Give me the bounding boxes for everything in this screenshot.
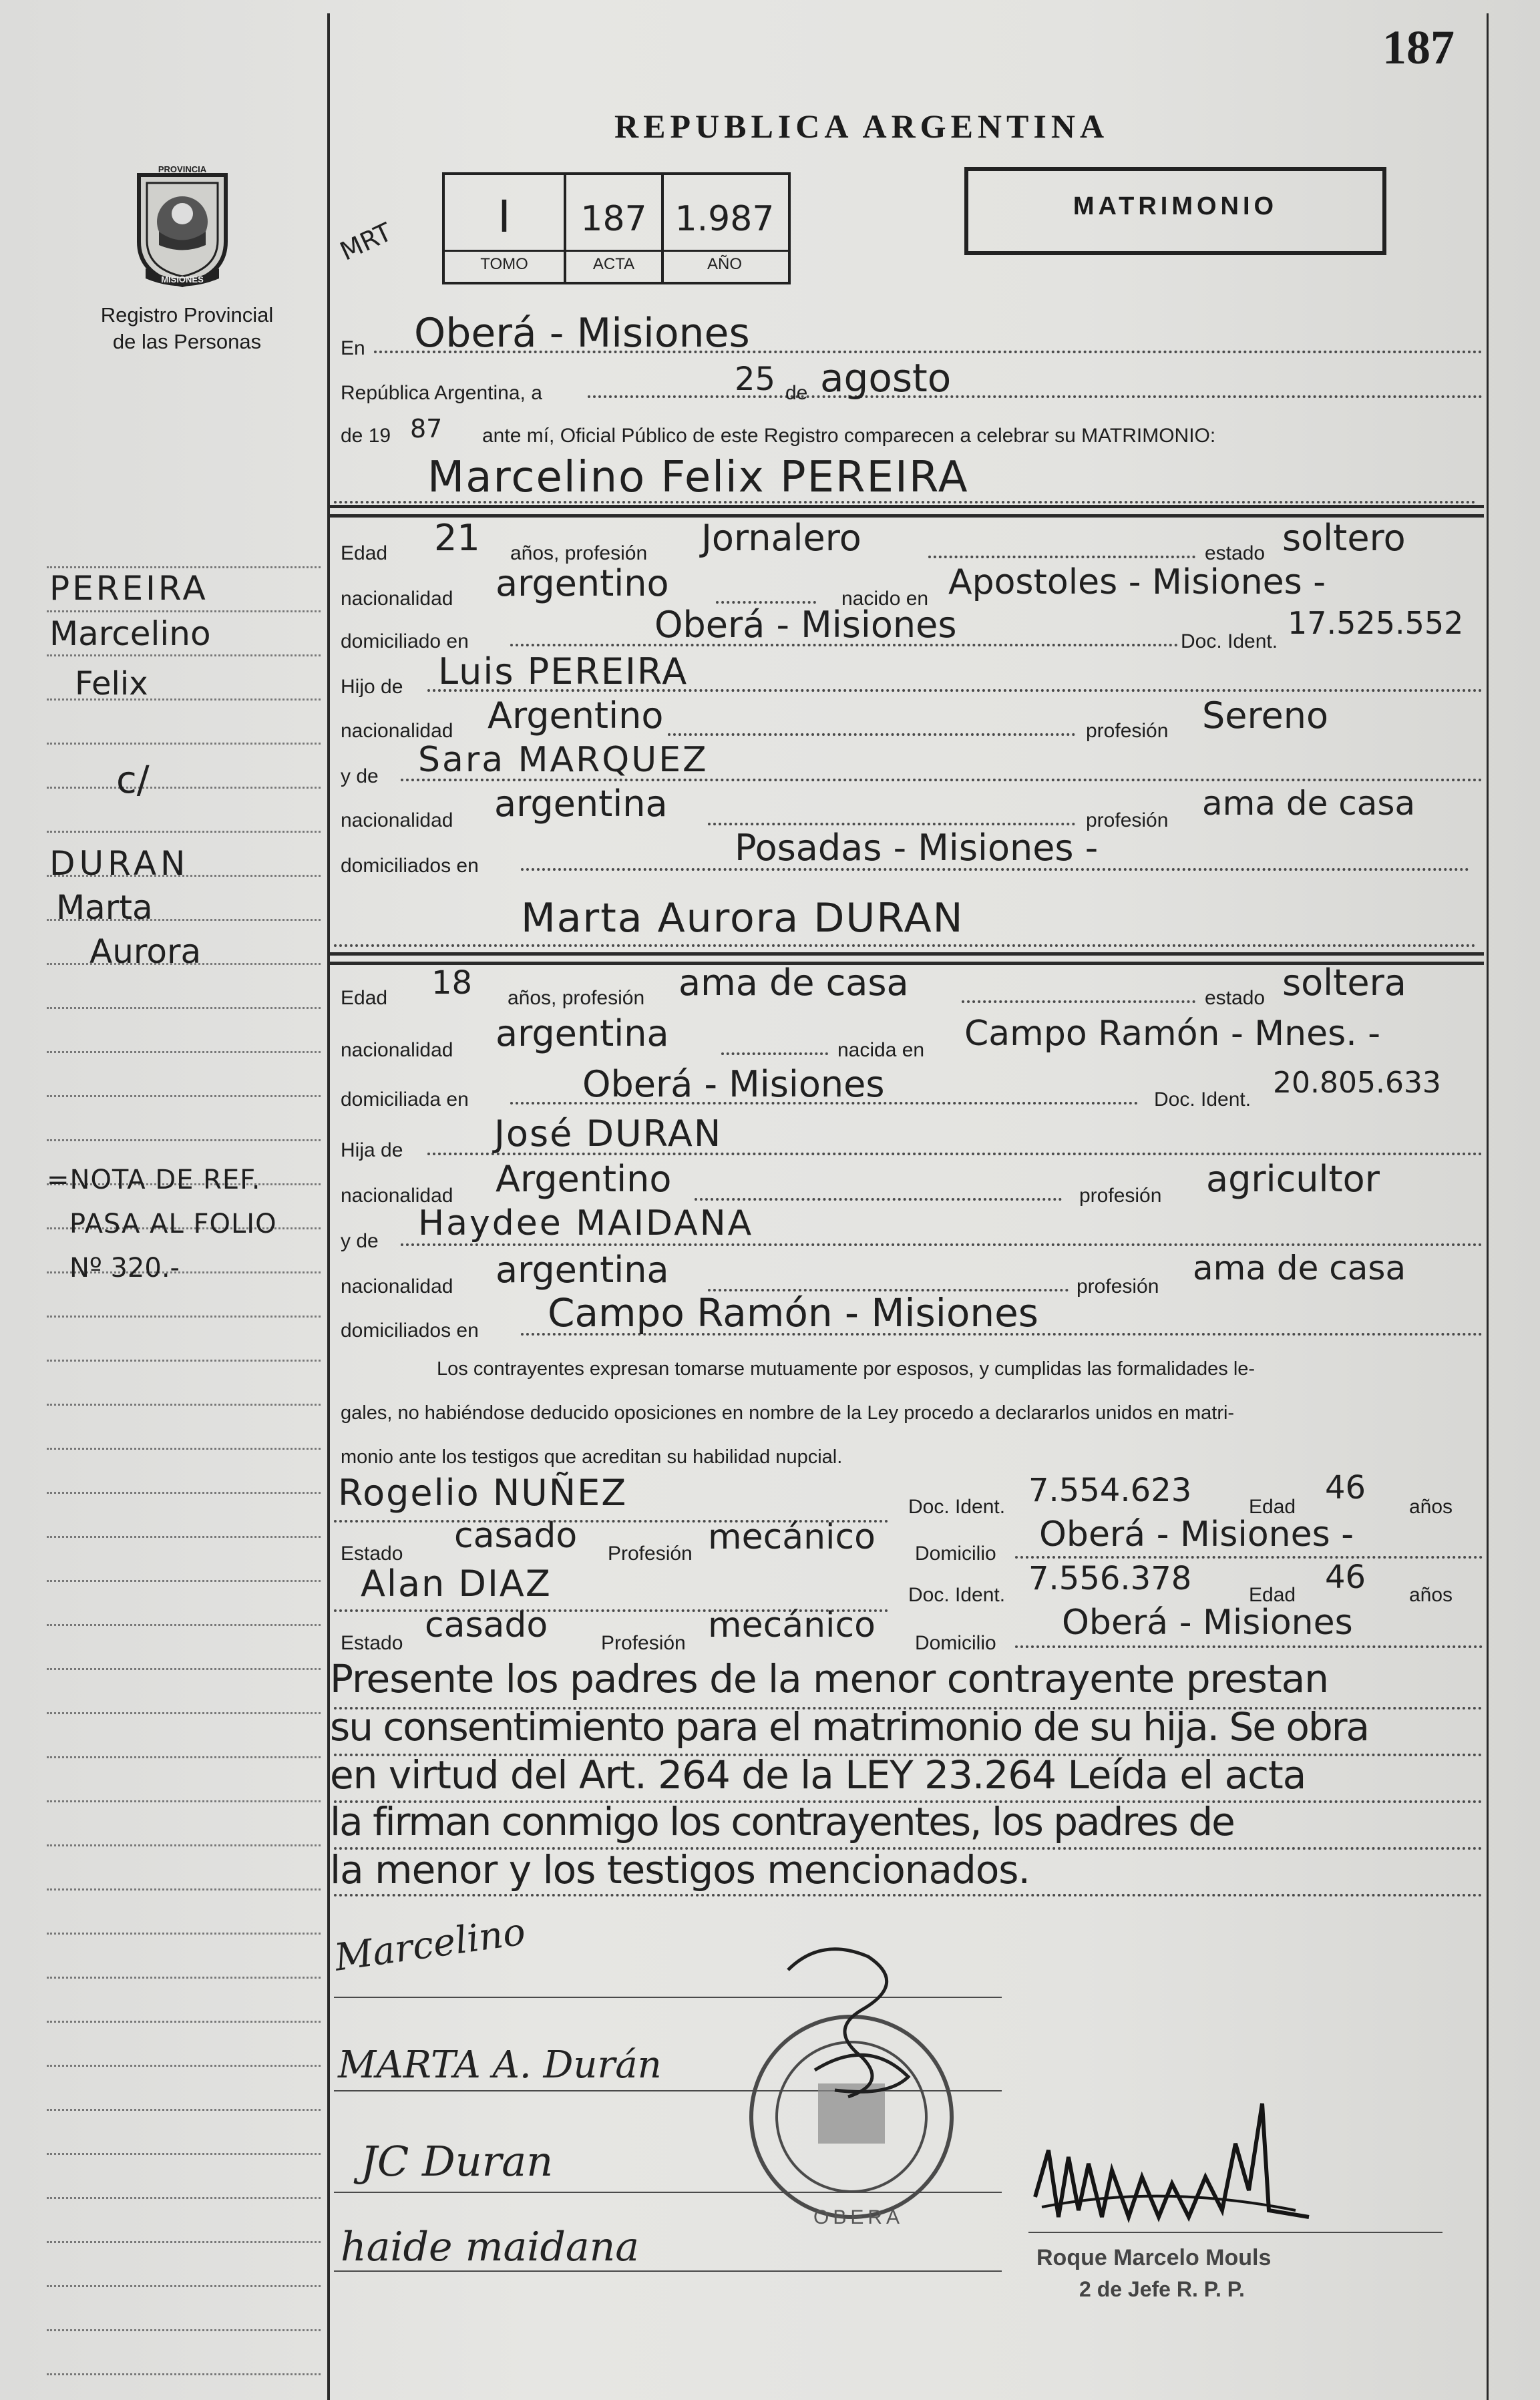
witness2-doc-label: Doc. Ident. — [908, 1584, 1006, 1606]
margin-connector: c/ — [116, 759, 150, 802]
country-title: REPUBLICA ARGENTINA — [614, 108, 1109, 145]
margin-note-line2: PASA AL FOLIO — [69, 1209, 277, 1239]
groom-father-nac-line — [668, 733, 1075, 736]
margin-ruled-line — [47, 1977, 321, 1979]
groom-domicilios-label: domiciliados en — [341, 855, 479, 877]
intro-statement: ante mí, Oficial Público de este Registro comparecen a celebrar su MATRIMONIO: — [482, 425, 1216, 447]
groom-hijo-label: Hijo de — [341, 676, 403, 698]
intro-day: 25 — [735, 361, 776, 398]
margin-ruled-line — [47, 2197, 321, 2199]
groom-parents-dom: Posadas - Misiones - — [735, 827, 1099, 869]
groom-father: Luis PEREIRA — [438, 650, 689, 692]
certificate-type-label: MATRIMONIO — [1073, 192, 1278, 220]
sig-line-4 — [334, 2270, 1002, 2272]
witness2-name: Alan DIAZ — [361, 1563, 552, 1605]
witness1-doc: 7.554.623 — [1028, 1472, 1192, 1509]
declaration-line2: gales, no habiéndose deducido oposiciones en nombre de la Ley procedo a declararlos unidos en matri- — [341, 1402, 1235, 1424]
official-title: 2 de Jefe R. P. P. — [1079, 2277, 1245, 2301]
groom-nacido-en: Apostoles - Misiones - — [948, 562, 1326, 602]
witness2-dom-line — [1015, 1645, 1483, 1648]
obs-text-1: Presente los padres de la menor contrayente prestan — [330, 1656, 1329, 1702]
groom-dom-label: domiciliado en — [341, 630, 469, 652]
groom-mother-prof: ama de casa — [1202, 784, 1416, 823]
intro-month: agosto — [820, 355, 952, 401]
groom-prof-line — [928, 556, 1195, 558]
bride-mother-nac: argentina — [496, 1249, 669, 1291]
bride-father-prof-label: profesión — [1079, 1185, 1162, 1207]
margin-ruled-line — [47, 1316, 321, 1318]
witness1-dom-label: Domicilio — [915, 1543, 996, 1565]
witness2-edad: 46 — [1325, 1559, 1366, 1596]
margin-bride-surname: DURAN — [49, 844, 190, 883]
witness1-dom: Oberá - Misiones - — [1039, 1515, 1354, 1555]
bride-doc: 20.805.633 — [1273, 1066, 1441, 1100]
obs-text-4: la firman conmigo los contrayentes, los padres de — [330, 1799, 1234, 1844]
margin-ruled-line — [47, 2065, 321, 2067]
margin-ruled-line — [47, 1756, 321, 1758]
signature-bride-father: JC Duran — [361, 2137, 554, 2186]
table-label-row-line — [442, 250, 788, 252]
bride-hija-label: Hija de — [341, 1139, 403, 1161]
declaration-line3: monio ante los testigos que acreditan su habilidad nupcial. — [341, 1446, 843, 1468]
margin-ruled-line — [47, 1139, 321, 1141]
groom-estado: soltero — [1282, 517, 1406, 559]
en-label: En — [341, 337, 365, 359]
witness1-prof-label: Profesión — [608, 1543, 693, 1565]
bride-nacionalidad: argentina — [496, 1012, 669, 1054]
margin-ruled-line — [47, 2241, 321, 2243]
witness2-anos-label: años — [1409, 1584, 1453, 1606]
margin-ruled-line — [47, 2329, 321, 2331]
margin-groom-second: Felix — [75, 665, 148, 703]
witness2-doc: 7.556.378 — [1028, 1560, 1192, 1597]
groom-doc-label: Doc. Ident. — [1181, 630, 1278, 652]
margin-ruled-line — [47, 1051, 321, 1053]
bride-mother-nac-label: nacionalidad — [341, 1275, 453, 1297]
groom-mother-nac-line — [708, 823, 1075, 825]
bride-mother: Haydee MAIDANA — [418, 1203, 754, 1243]
groom-father-nac: Argentino — [488, 694, 664, 737]
year-suffix: 87 — [410, 414, 443, 443]
margin-ruled-line — [47, 1404, 321, 1406]
margin-ruled-line — [47, 1624, 321, 1626]
margin-note-line1: =NOTA DE REF. — [47, 1165, 261, 1195]
bride-father-prof: agricultor — [1206, 1158, 1380, 1200]
bride-father-nac-line — [695, 1198, 1062, 1201]
bride-mother-prof-label: profesión — [1077, 1275, 1159, 1297]
anio-label: AÑO — [707, 255, 742, 273]
witness1-estado: casado — [454, 1516, 578, 1556]
margin-ruled-line — [47, 1448, 321, 1450]
anio-value: 1.987 — [675, 199, 775, 239]
bride-doc-label: Doc. Ident. — [1154, 1088, 1252, 1111]
margin-ruled-line — [47, 566, 321, 568]
groom-doc: 17.525.552 — [1288, 605, 1464, 641]
witness2-estado: casado — [425, 1605, 548, 1645]
groom-separator-1 — [329, 505, 1484, 508]
svg-text:MISIONES: MISIONES — [161, 274, 204, 284]
groom-nac-label: nacionalidad — [341, 588, 453, 610]
official-name: Roque Marcelo Mouls — [1036, 2245, 1272, 2270]
bride-father-nac-label: nacionalidad — [341, 1185, 453, 1207]
bride-nac-label: nacionalidad — [341, 1039, 453, 1061]
margin-ruled-line — [47, 1492, 321, 1494]
groom-profesion: Jornalero — [701, 517, 861, 559]
margin-ruled-line — [47, 1668, 321, 1670]
official-signature-icon — [1028, 2083, 1316, 2237]
groom-nacionalidad: argentino — [496, 562, 669, 604]
republica-label: República Argentina, a — [341, 382, 542, 404]
intro-place: Oberá - Misiones — [414, 310, 750, 357]
groom-edad: 21 — [434, 517, 480, 559]
de-label: de — [785, 382, 808, 404]
obs-text-5: la menor y los testigos mencionados. — [330, 1847, 1030, 1892]
bride-profesion: ama de casa — [679, 962, 909, 1004]
tomo-label: TOMO — [480, 255, 528, 273]
bride-nacida-en: Campo Ramón - Mnes. - — [964, 1014, 1381, 1054]
bride-name-line — [334, 944, 1476, 947]
date-line — [588, 395, 1483, 398]
right-border-line — [1487, 13, 1489, 2400]
margin-ruled-line — [47, 1800, 321, 1802]
acta-value: 187 — [580, 199, 647, 239]
witness1-dom-line — [1015, 1556, 1483, 1559]
bride-edad-label: Edad — [341, 987, 388, 1009]
bride-dom-label: domiciliada en — [341, 1088, 469, 1111]
witness2-estado-label: Estado — [341, 1632, 403, 1654]
margin-ruled-line — [47, 1933, 321, 1935]
margin-bride-first: Marta — [56, 888, 153, 927]
groom-anos-prof-label: años, profesión — [510, 542, 648, 564]
office-name-line1: Registro Provincial — [100, 303, 274, 327]
margin-ruled-line — [47, 1888, 321, 1890]
obs-line-5 — [334, 1894, 1483, 1896]
margin-ruled-line — [47, 2373, 321, 2375]
margin-note-line3: Nº 320.- — [69, 1253, 180, 1283]
registry-code: MRT — [335, 217, 397, 266]
office-name-line2: de las Personas — [112, 330, 262, 353]
groom-mother-prof-label: profesión — [1086, 809, 1169, 831]
signature-groom: Marcelino — [331, 1910, 528, 1980]
groom-mother: Sara MARQUEZ — [418, 740, 709, 780]
groom-domicilio: Oberá - Misiones — [654, 604, 957, 646]
bride-father: José DURAN — [494, 1113, 723, 1155]
svg-text:PROVINCIA: PROVINCIA — [158, 164, 207, 174]
witness2-dom: Oberá - Misiones — [1062, 1603, 1353, 1643]
witness2-dom-label: Domicilio — [915, 1632, 996, 1654]
witness2-prof: mecánico — [708, 1605, 876, 1645]
bride-full-name: Marta Aurora DURAN — [521, 895, 964, 942]
witness1-edad-label: Edad — [1249, 1496, 1296, 1518]
bride-separator-1 — [329, 952, 1484, 956]
margin-ruled-line — [47, 787, 321, 789]
margin-ruled-line — [47, 2285, 321, 2287]
margin-ruled-line — [47, 2021, 321, 2023]
bride-prof-line — [962, 1000, 1195, 1003]
margin-ruled-line — [47, 610, 321, 612]
margin-ruled-line — [47, 2109, 321, 2111]
margin-groom-surname: PEREIRA — [49, 569, 208, 608]
margin-divider-line — [327, 13, 330, 2400]
groom-father-nac-label: nacionalidad — [341, 720, 453, 742]
margin-ruled-line — [47, 1536, 321, 1538]
obs-text-2: su consentimiento para el matrimonio de su hija. Se obra — [330, 1704, 1369, 1750]
groom-mother-nac-label: nacionalidad — [341, 809, 453, 831]
provincial-seal-icon — [126, 162, 239, 288]
tomo-value: I — [498, 191, 511, 242]
witness1-name: Rogelio NUÑEZ — [338, 1472, 628, 1514]
acta-label: ACTA — [592, 255, 635, 273]
year-prefix: de 19 — [341, 425, 391, 447]
bride-mother-prof: ama de casa — [1193, 1249, 1406, 1287]
bride-anos-prof-label: años, profesión — [508, 987, 645, 1009]
groom-nacido-label: nacido en — [841, 588, 929, 610]
signature-bride-mother: haide maidana — [341, 2224, 640, 2270]
witness1-estado-label: Estado — [341, 1543, 403, 1565]
margin-ruled-line — [47, 743, 321, 745]
groom-edad-label: Edad — [341, 542, 388, 564]
declaration-line1: Los contrayentes expresan tomarse mutuamente por esposos, y cumplidas las formalidades le- — [437, 1358, 1256, 1380]
bride-father-nac: Argentino — [496, 1158, 672, 1200]
groom-yde-label: y de — [341, 765, 379, 787]
witness2-prof-label: Profesión — [601, 1632, 686, 1654]
witness1-doc-label: Doc. Ident. — [908, 1496, 1006, 1518]
margin-ruled-line — [47, 2153, 321, 2155]
margin-ruled-line — [47, 1712, 321, 1714]
folio-number: 187 — [1382, 21, 1455, 74]
margin-groom-first: Marcelino — [49, 614, 211, 653]
bride-parents-dom: Campo Ramón - Misiones — [548, 1290, 1039, 1336]
margin-ruled-line — [47, 1007, 321, 1009]
margin-ruled-line — [47, 1095, 321, 1097]
margin-bride-second: Aurora — [89, 932, 202, 971]
bride-estado: soltera — [1282, 962, 1406, 1004]
bride-nac-line — [721, 1052, 828, 1055]
registry-stamp-icon — [735, 1930, 968, 2250]
margin-ruled-line — [47, 831, 321, 833]
margin-ruled-line — [47, 1580, 321, 1582]
groom-father-prof: Sereno — [1202, 694, 1328, 737]
groom-mother-nac: argentina — [494, 783, 668, 825]
groom-estado-label: estado — [1205, 542, 1266, 564]
margin-ruled-line — [47, 1360, 321, 1362]
obs-text-3: en virtud del Art. 264 de la LEY 23.264 Leída el acta — [330, 1752, 1306, 1798]
groom-father-prof-label: profesión — [1086, 720, 1169, 742]
bride-domicilios-label: domiciliados en — [341, 1320, 479, 1342]
witness1-edad: 46 — [1325, 1469, 1366, 1507]
groom-full-name: Marcelino Felix PEREIRA — [427, 453, 969, 502]
bride-edad: 18 — [431, 964, 473, 1002]
margin-ruled-line — [47, 654, 321, 656]
bride-nacida-label: nacida en — [837, 1039, 925, 1061]
signature-bride: MARTA A. Durán — [338, 2043, 662, 2087]
bride-yde-label: y de — [341, 1230, 379, 1252]
witness2-edad-label: Edad — [1249, 1584, 1296, 1606]
witness1-prof: mecánico — [708, 1517, 876, 1557]
bride-mother-line — [401, 1243, 1483, 1246]
stamp-city: OBERA — [813, 2206, 904, 2228]
witness1-anos-label: años — [1409, 1496, 1453, 1518]
bride-estado-label: estado — [1205, 987, 1266, 1009]
margin-ruled-line — [47, 1844, 321, 1846]
bride-domicilio: Oberá - Misiones — [582, 1063, 885, 1105]
